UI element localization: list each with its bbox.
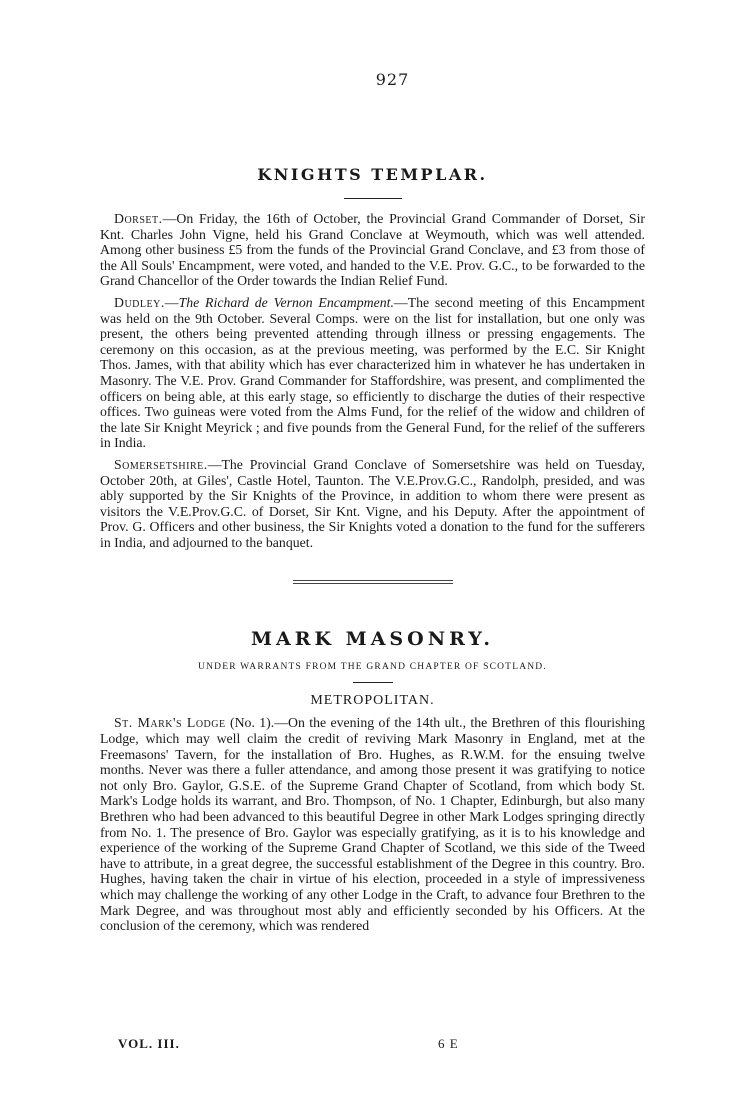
sub-heading-metropolitan: METROPOLITAN. (310, 693, 435, 709)
paragraph-dash: — (164, 294, 179, 310)
volume-label: VOL. III. (118, 1036, 180, 1051)
page-number: 927 (375, 70, 410, 89)
section-title-mark-masonry: MARK MASONRY. (250, 628, 495, 651)
page-body (100, 70, 645, 940)
paragraph-lead: Dudley. (114, 294, 165, 310)
subtitle-rule (353, 682, 393, 683)
paragraph-somersetshire (100, 457, 645, 551)
paragraph-italic: The Richard de Vernon Encampment. (178, 294, 394, 310)
paragraph-lead: Dorset. (114, 211, 163, 226)
paragraph-text: (No. 1).—On the evening of the 14th ult., the Brethren of this flourishing Lodge, which may well claim the credit of reviving Mark Masonry in England, met at the Freemasons' Tavern, for the installation of Bro. Hughes, as R.W.M. for the ensuing twelve months. Never was there a fuller attendance, and among those present it was gratifying to notice not only Bro. Gaylor, G.S.E. of the Supreme Grand Chapter of Scotland, from which body St. Mark's Lodge holds its warrant, and Bro. Thompson, of No. 1 Chapter, Edinburgh, but also many Brethren who had been advanced to this beautiful Degree in other Mark Lodges springing directly from No. 1. The presence of Bro. Gaylor was especially gratifying, as it is to his knowledge and experience of the working of the Supreme Grand Chapter of Scotland, we this side of the Tweed have to attribute, in a great degree, the successful establishment of the Degree in this country. Bro. Hughes, having taken the chair in virtue of his election, proceeded in a style of impressiveness which may challenge the working of any other Lodge in the Craft, to advance four Brethren to the Mark Degree, and was throughout most ably and efficiently seconded by his Officers. At the conclusion of the ceremony, which was rendered (100, 715, 645, 934)
title-rule (344, 198, 402, 199)
signature-mark: 6 E (438, 1036, 459, 1051)
paragraph-text: —The second meeting of this Encampment was held on the 9th October. Several Comps. were on the list for installation, but one only was present, the others being prevented attending through illness or pressing engagements. The ceremony on this occasion, as at the previous meeting, was performed by the E.C. Sir Knight Thos. James, with that ability which has ever characterized him in whatever he has undertaken in Masonry. The V.E. Prov. Grand Commander for Staffordshire, was present, and complimented the officers on being able, at this early stage, so efficiently to discharge the duties of their respective offices. Two guineas were voted from the Alms Fund, for the relief of the widow and children of the late Sir Knight Meyrick ; and five pounds from the General Fund, for the relief of the sufferers in India. (100, 294, 645, 451)
paragraph-lead: Somersetshire. (114, 456, 208, 472)
section-divider (293, 580, 453, 584)
paragraph-lead: St. Mark's Lodge (114, 715, 226, 731)
paragraph-dudley (100, 295, 645, 451)
paragraph-text: —The Provincial Grand Conclave of Somersetshire was held on Tuesday, October 20th, at Giles', Castle Hotel, Taunton. The V.E.Prov.G.C., Randolph, presided, and was ably supported by the Sir Knights of the Province, in addition to whom there were present as visitors the V.E.Prov.G.C. of Dorset, Sir Knt. Vigne, and his Deputy. After the appointment of Prov. G. Officers and other business, the Sir Knights voted a donation to the fund for the sufferers in India, and adjourned to the banquet. (100, 456, 645, 550)
paragraph-st-marks-lodge (100, 715, 645, 933)
paragraph-text: —On Friday, the 16th of October, the Provincial Grand Commander of Dorset, Sir Knt. Charles John Vigne, held his Grand Conclave at Weymouth, which was well attended. Among other business £5 from the funds of the Provincial Grand Conclave, and £3 from those of the All Souls' Encampment, were voted, and handed to the V.E. Prov. G.C., to be forwarded to the Grand Chancellor of the Order towards the Indian Relief Fund. (100, 211, 645, 289)
section-subtitle: UNDER WARRANTS FROM THE GRAND CHAPTER OF SCOTLAND. (198, 662, 547, 673)
paragraph-dorset (100, 211, 645, 289)
section-title-knights-templar: KNIGHTS TEMPLAR. (257, 165, 488, 184)
